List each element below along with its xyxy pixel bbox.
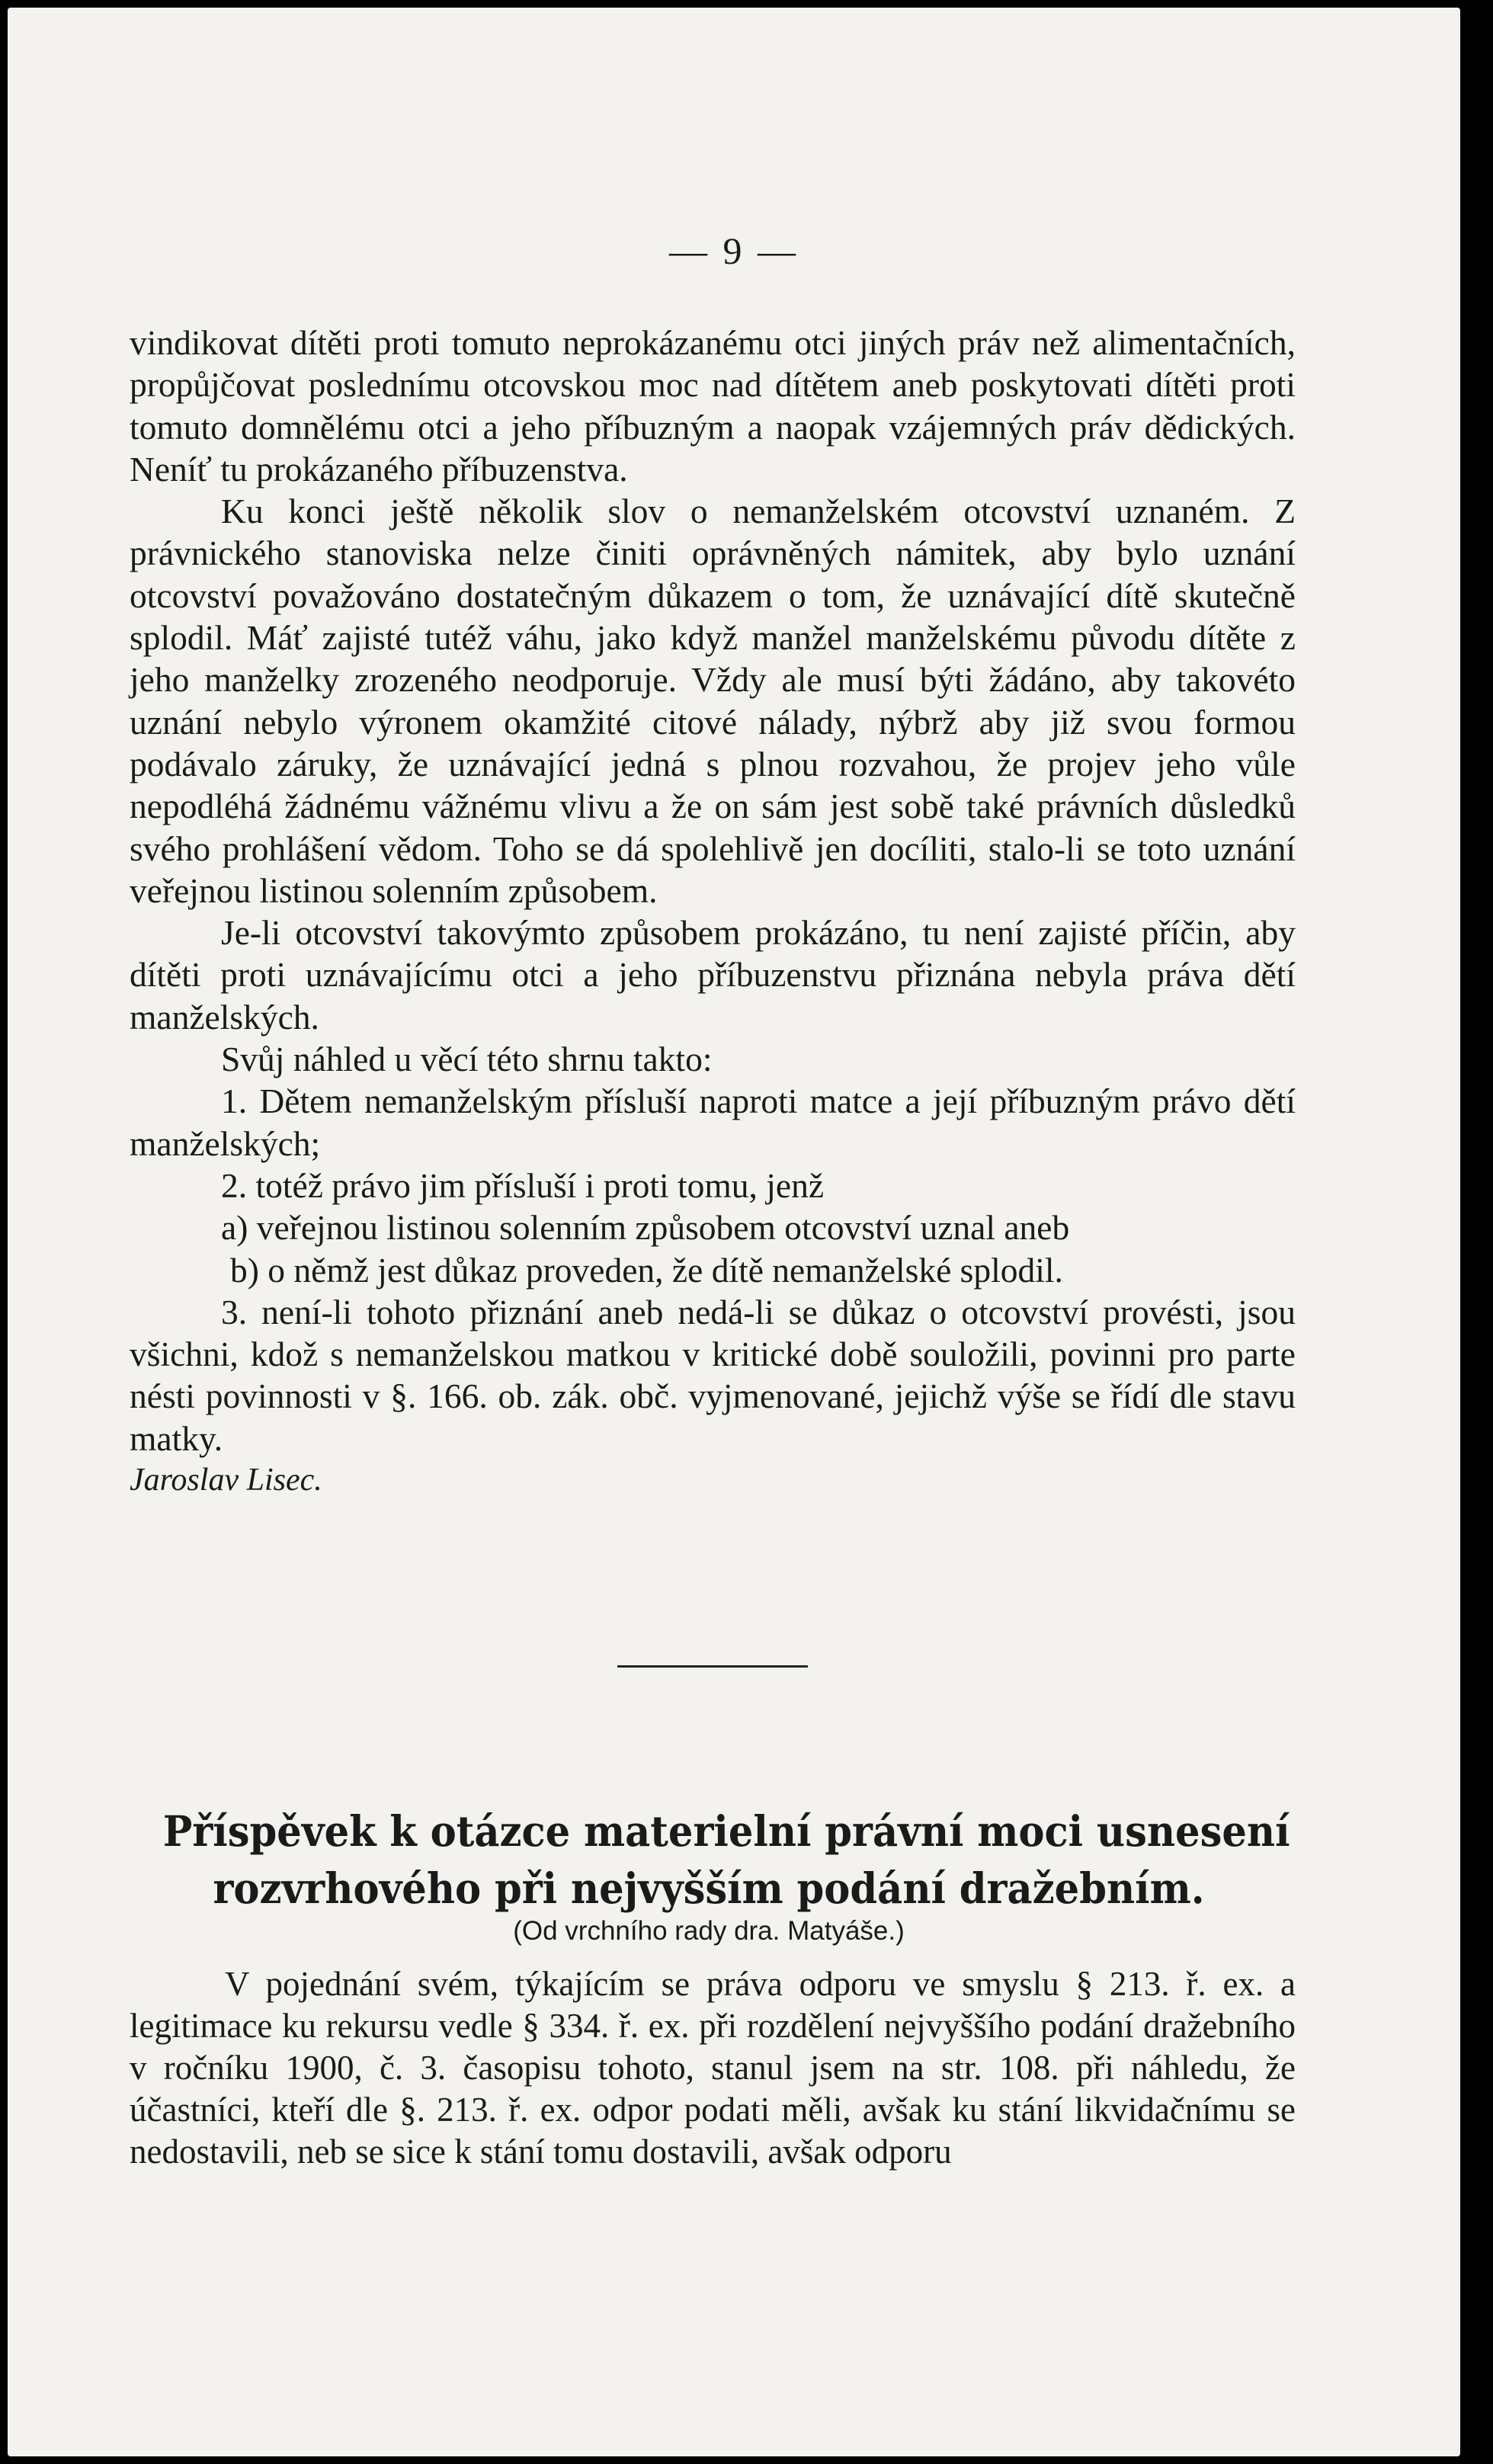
list-item: 2. totéž právo jim přísluší i proti tomu, jenž (221, 1165, 825, 1205)
paragraph: Ku konci ještě několik slov o nemanželském otcovství uznaném. Z právnického stanoviska nelze činiti oprávněných námitek, aby bylo uznání otcovství považováno dostatečným důkazem o tom, že uznávající dítě skutečně splodil. Máť zajisté tutéž váhu, jako když manžel manželskému původu dítěte z jeho manželky zrozeného neodporuje. Vždy ale musí býti žádáno, aby takovéto uznání nebylo výronem okamžité citové nálady, nýbrž aby již svou formou podávalo záruky, že uznávající jedná s plnou rozvahou, že projev jeho vůle nepodléhá žádnému vážnému vlivu a že on sám jest sobě také právních důsledků svého prohlášení vědom. Toho se dá spolehlivě jen docíliti, stalo-li se toto uznání veřejnou listinou solenním způsobem. (130, 492, 1296, 910)
sub-list-item: b) o němž jest důkaz proveden, že dítě nemanželské splodil. (230, 1250, 1063, 1290)
author-signature: Jaroslav Lisec. (130, 1463, 322, 1498)
paragraph: Je-li otcovství takovýmto způsobem prokázáno, tu není zajisté příčin, aby dítěti proti uznávajícímu otci a jeho příbuzenstvu přiznána nebyla práva dětí manželských. (130, 913, 1296, 1037)
article-title-line: rozvrhového při nejvyšším podání dražebním. (213, 1863, 1205, 1913)
article-title-line: Příspěvek k otázce materielní právní moci usnesení (162, 1806, 1290, 1856)
page-number: — 9 — (669, 229, 799, 272)
paragraph: vindikovat dítěti proti tomuto neprokázanému otci jiných práv než alimentačních, propůjčovat poslednímu otcovskou moc nad dítětem aneb poskytovati dítěti proti tomuto domnělému otci a jeho příbuzným a naopak vzájemných práv dědických. Neníť tu prokázaného příbuzenstva. (130, 323, 1296, 489)
article-title (162, 1802, 1290, 1917)
paragraph: Svůj náhled u věcí této shrnu takto: (221, 1040, 713, 1079)
section-divider (617, 1665, 808, 1668)
article-body (130, 1963, 1296, 2173)
article-byline: (Od vrchního rady dra. Matyáše.) (513, 1916, 905, 1946)
book-page (8, 8, 1460, 2456)
sub-list-item: a) veřejnou listinou solenním způsobem otcovství uznal aneb (221, 1208, 1070, 1248)
list-item: 1. Dětem nemanželským přísluší naproti matce a její příbuzným právo dětí manželských; (130, 1081, 1296, 1163)
article-conclusion (130, 322, 1296, 1501)
paragraph: V pojednání svém, týkajícím se práva odporu ve smyslu § 213. ř. ex. a legitimace ku rekursu vedle § 334. ř. ex. při rozdělení nejvyššího podání dražebního v ročníku 1900, č. 3. časopisu tohoto, stanul jsem na str. 108. při náhledu, že účastníci, kteří dle §. 213. ř. ex. odpor podati měli, avšak ku stání likvidačnímu se nedostavili, neb se sice k stání tomu dostavili, avšak odporu (130, 1965, 1296, 2171)
list-item: 3. není-li tohoto přiznání aneb nedá-li se důkaz o otcovství provésti, jsou všichni, kdož s nemanželskou matkou v kritické době souložili, povinni pro parte nésti povinnosti v §. 166. ob. zák. obč. vyjmenované, jejichž výše se řídí dle stavu matky. (130, 1292, 1296, 1458)
